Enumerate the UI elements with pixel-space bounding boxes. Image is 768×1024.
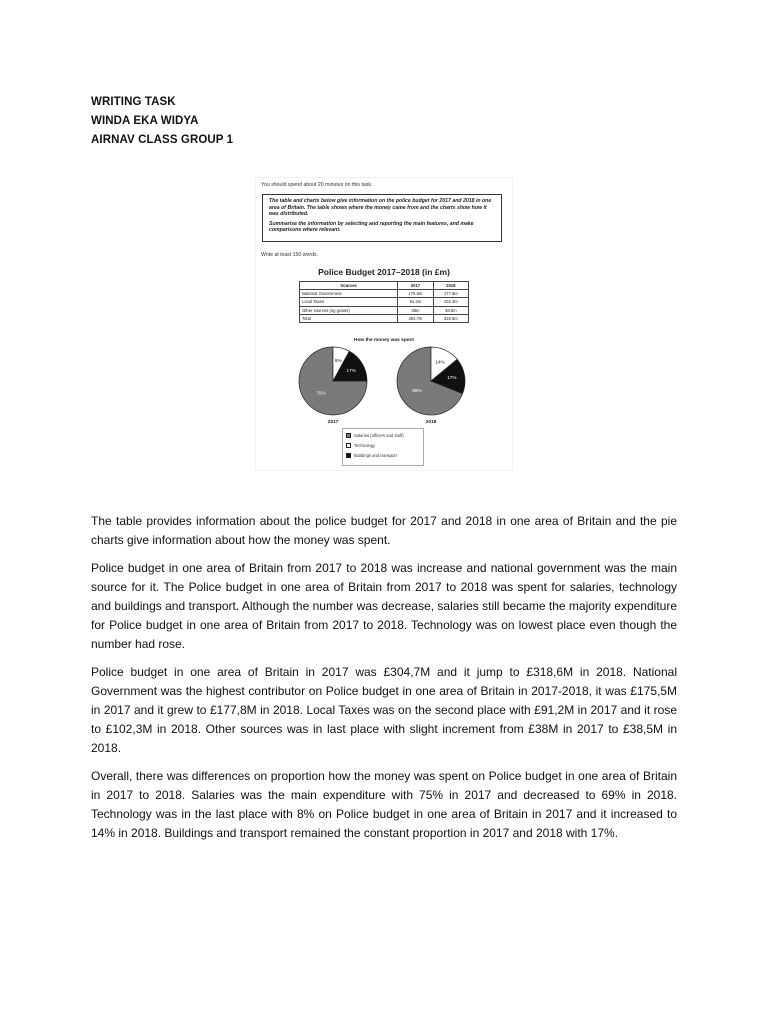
pie-slice-label: 69% [412, 388, 422, 394]
budget-table [299, 281, 469, 323]
table-cell: 91.2m [398, 298, 433, 306]
pie-slice-label: 75% [316, 390, 326, 396]
table-cell: 38.5m [433, 306, 468, 314]
pie-slice-label: 17% [346, 367, 356, 373]
essay-paragraph-2: Police budget in one area of Britain from 2017 to 2018 was increase and national government was the main source for it. The Police budget in one area of Britain from 2017 to 2018 was spent for salaries, technology and buildings and transport. Although the number was decrease, salaries still became the majority expenditure for Police budget in one area of Britain from 2017 to 2018. Technology was on lowest place even though the number had rose. [91, 561, 677, 651]
legend-item-buildings [346, 450, 404, 460]
task-instruction: You should spend about 20 minutes on this task. [261, 182, 373, 188]
task-image [256, 178, 512, 470]
legend-item-salaries [346, 430, 404, 440]
table-row [300, 290, 469, 298]
budget-title: Police Budget 2017–2018 (in £m) [318, 267, 450, 277]
essay-paragraph-1: The table provides information about the police budget for 2017 and 2018 in one area of Britain and the pie charts give information about how the money was spent. [91, 514, 677, 547]
legend-item-technology [346, 440, 404, 450]
pie-year-label: 2017 [327, 420, 339, 425]
table-row [300, 306, 469, 314]
table-cell: 175.5m [398, 290, 433, 298]
header-author-name: WINDA EKA WIDYA [91, 115, 199, 127]
task-text-description: The table and charts below give information on the police budget for 2017 and 2018 in one area of Britain. The table shows where the money came from and the charts show how it was distributed. [269, 198, 492, 218]
essay-body [91, 512, 677, 852]
pie-year-label: 2018 [425, 420, 437, 425]
table-header-cell: 2018 [433, 282, 468, 290]
legend-label: Salaries (officers and staff) [354, 432, 404, 438]
pie-charts [256, 343, 512, 429]
legend-label: Buildings and transport [354, 452, 397, 458]
pie-slice-label: 8% [334, 358, 342, 364]
table-row [300, 298, 469, 306]
pie-slice-label: 14% [435, 359, 445, 365]
legend-swatch-buildings [346, 453, 351, 458]
word-count-note: Write at least 150 words. [261, 252, 318, 258]
legend-swatch-salaries [346, 433, 351, 438]
task-box [262, 194, 502, 242]
table-cell: 38m [398, 306, 433, 314]
table-cell: 304.7m [398, 314, 433, 322]
legend-label: Technology [354, 442, 376, 448]
table-cell: 177.8m [433, 290, 468, 298]
table-cell: 318.6m [433, 314, 468, 322]
table-cell: National Government [300, 290, 398, 298]
table-row [300, 314, 469, 322]
document-header [91, 93, 233, 150]
pie-slice-label: 17% [447, 375, 457, 381]
table-cell: Total [300, 314, 398, 322]
pies-title: How the money was spent [354, 338, 414, 343]
table-cell: 102.3m [433, 298, 468, 306]
legend-swatch-technology [346, 443, 351, 448]
table-cell: Other sources (eg grants) [300, 306, 398, 314]
essay-paragraph-3: Police budget in one area of Britain in 2017 was £304,7M and it jump to £318,6M in 2018. National Government was the highest contributor on Police budget in one area of Britain in 2017-2018, it was £175,5M in 2017 and it grew to £177,8M in 2018. Local Taxes was on the second place with £91,2M in 2017 and it rose to £102,3M in 2018. Other sources was in last place with slight increment from £38M in 2017 to £38,5M in 2018. [91, 665, 677, 755]
legend [346, 430, 404, 460]
header-task-title: WRITING TASK [91, 96, 176, 108]
header-class-group: AIRNAV CLASS GROUP 1 [91, 134, 234, 146]
table-cell: Local Taxes [300, 298, 398, 306]
task-text-summarise: Summarise the information by selecting and reporting the main features, and make comparisons where relevant. [269, 220, 474, 234]
table-header-cell: Sources [300, 282, 398, 290]
table-header-row [300, 282, 469, 290]
table-header-cell: 2017 [398, 282, 433, 290]
essay-paragraph-4: Overall, there was differences on proportion how the money was spent on Police budget in one area of Britain in 2017 to 2018. Salaries was the main expenditure with 75% in 2017 and decreased to 69% in 2018. Technology was in the last place with 8% on Police budget in one area of Britain in 2017 and it increased to 14% in 2018. Buildings and transport remained the constant proportion in 2017 and 2018 with 17%. [91, 769, 677, 840]
